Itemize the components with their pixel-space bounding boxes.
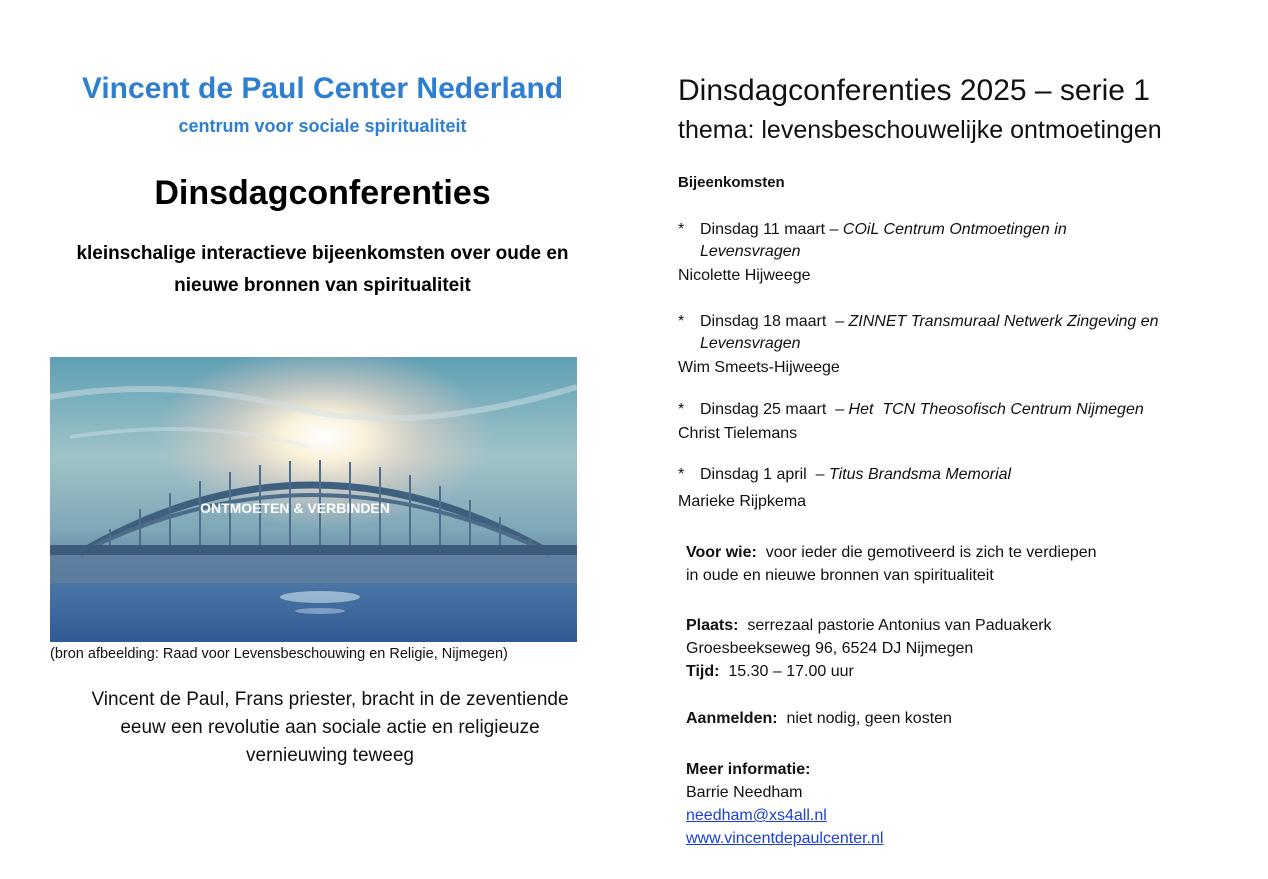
series-title: Dinsdagconferenties 2025 – serie 1 [678,74,1150,107]
location-info [686,614,1246,683]
meeting-date: Dinsdag 25 maart [700,401,827,418]
meeting-topic: COiL Centrum Ontmoetingen in Levensvragen [700,221,1067,260]
audience-text-line-1: voor ieder die gemotiveerd is zich te verdiepen [765,544,1097,561]
section-label: Bijeenkomsten [678,174,785,191]
quote-line-2: eeuw een revolutie aan sociale actie en religieuze [120,717,540,738]
meeting-topic: Het TCN Theosofisch Centrum Nijmegen [848,401,1144,418]
audience-text-line-2: in oude en nieuwe bronnen van spiritualiteit [686,567,994,584]
meeting-speaker: Marieke Rijpkema [678,493,807,510]
page-subtitle [50,238,595,302]
subtitle-line-2: nieuwe bronnen van spiritualiteit [174,275,471,296]
meeting-date: Dinsdag 11 maart [700,221,826,238]
time-label: Tijd: [686,663,720,680]
location-label: Plaats: [686,617,739,634]
meeting-speaker: Nicolette Hijweege [678,267,811,284]
meeting-separator: – [825,221,843,238]
meeting-speaker: Christ Tielemans [678,425,798,442]
organization-subtitle: centrum voor sociale spiritualiteit [178,116,467,136]
contact-info [686,758,1246,850]
quote [50,686,610,770]
meeting-topic: ZINNET Transmuraal Netwerk Zingeving en Levensvragen [700,313,1159,352]
meeting-speaker: Wim Smeets-Hijweege [678,359,840,376]
meeting-date: Dinsdag 18 maart [700,313,827,330]
registration-value: niet nodig, geen kosten [786,710,952,727]
meeting-item [678,311,1238,379]
contact-name: Barrie Needham [686,784,803,801]
image-overlay-text: ONTMOETEN & VERBINDEN [200,500,390,516]
meeting-topic: Titus Brandsma Memorial [828,466,1012,483]
organization-name: Vincent de Paul Center Nederland [81,72,564,105]
location-line-1: serrezaal pastorie Antonius van Paduakerk [747,617,1052,634]
meeting-item [678,464,1238,513]
registration-info [686,707,1246,730]
time-value: 15.30 – 17.00 uur [728,663,854,680]
meeting-separator: – [826,401,849,418]
more-info-label: Meer informatie: [686,761,811,778]
location-line-2: Groesbeekseweg 96, 6524 DJ Nijmegen [686,640,974,657]
page-title: Dinsdagconferenties [154,174,491,212]
audience-label: Voor wie: [686,544,757,561]
bullet: * [678,466,685,483]
audience-info [686,541,1246,587]
meeting-date: Dinsdag 1 april [700,466,807,483]
website-link[interactable]: www.vincentdepaulcenter.nl [686,830,884,847]
quote-line-3: vernieuwing teweeg [246,745,414,766]
meeting-item [678,399,1238,445]
subtitle-line-1: kleinschalige interactieve bijeenkomsten over oude en [76,243,569,264]
image-caption: (bron afbeelding: Raad voor Levensbeschouwing en Religie, Nijmegen) [50,646,508,662]
bullet: * [678,313,685,330]
series-theme: thema: levensbeschouwelijke ontmoetingen [678,116,1162,144]
meeting-separator: – [826,313,849,330]
bullet: * [678,221,685,238]
bridge-photo [50,357,577,642]
email-link[interactable]: needham@xs4all.nl [686,807,827,824]
bullet: * [678,401,685,418]
quote-line-1: Vincent de Paul, Frans priester, bracht in de zeventiende [91,689,569,710]
meeting-item [678,219,1238,287]
registration-label: Aanmelden: [686,710,778,727]
meeting-separator: – [806,466,829,483]
